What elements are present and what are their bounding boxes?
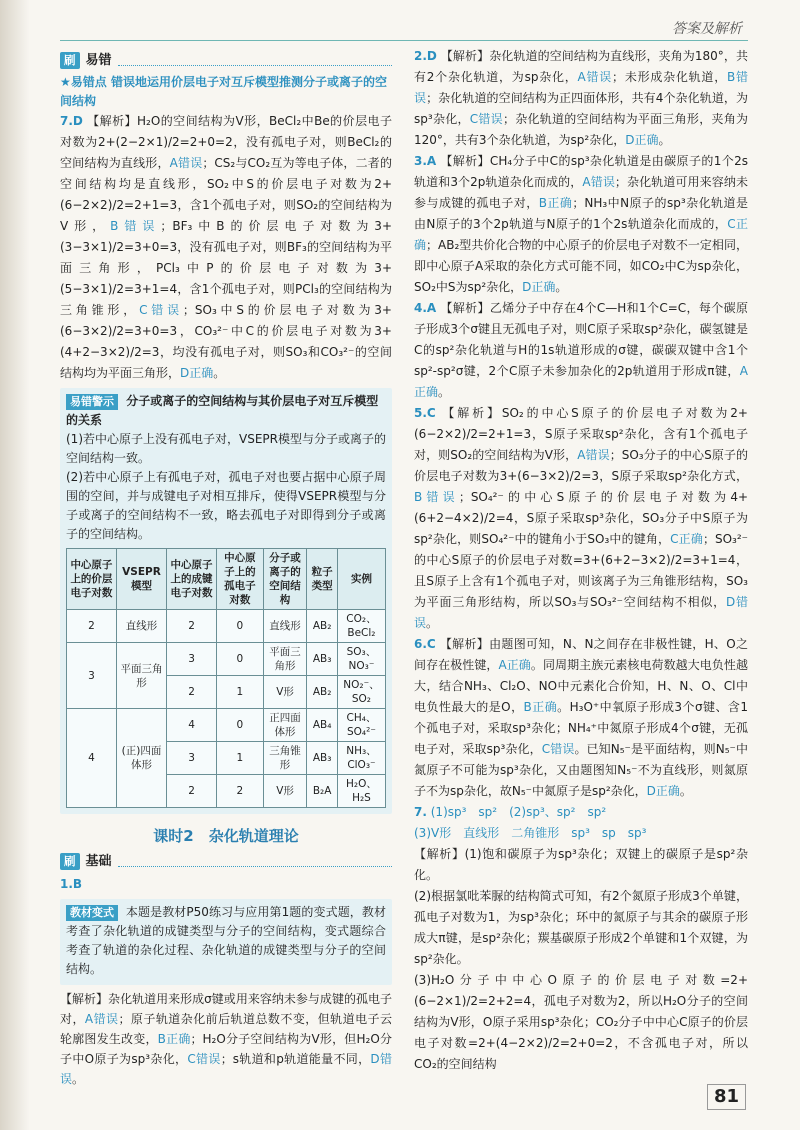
table-cell: 4 xyxy=(167,709,217,742)
answer-5-text: 【解析】SO₂的中心S原子的价层电子对数为2+(6−2×2)/2=2+1=3，S原子采取sp²杂化，含有1个孤电子对，则SO₂的空间结构为V形，A错误；SO₃分子的中心S原子的价层电子对数为3+(6−3×2)/2=3，S原子采取sp²杂化方式，B错误；SO₄²⁻的中心S原子的价层电子对数为4+(6+2−4×2)/2=4，S原子采取sp³杂化，SO₃分子中S原子为sp²杂化，则SO₄²⁻中的键角小于SO₃中的键角，C正确；SO₃²⁻的中心S原子的价层电子对数=3+(6+2−3×2)/2=3+1=4，且S原子上含有1个孤电子对，则该离子为三角锥形结构，SO₃为平面三角形结构，所以SO₃与SO₃²⁻空间结构不相似，D错误。 xyxy=(414,406,749,630)
table-cell: 2 xyxy=(167,676,217,709)
answer-6-text: 【解析】由题图可知，N、N之间存在非极性键，H、O之间存在极性键，A正确。同周期主族元素核电荷数越大电负性越大，结合NH₃、Cl₂O、NO中元素化合价知，H、N、O、Cl中电负性最大的是O，B正确。H₃O⁺中氧原子形成3个σ键、含1个孤电子对，采取sp³杂化；NH₄⁺中氮原子形成4个σ键，无孤电子对，采取sp³杂化，C错误。已知N₅⁻是平面结构，则N₅⁻中氮原子不可能为sp³杂化，又由题图知N₅⁻不为直线形，则氮原子不为sp杂化，故N₅⁻中氮原子是sp²杂化，D正确。 xyxy=(414,637,749,798)
right-column xyxy=(414,46,748,1075)
vsepr-table xyxy=(66,548,386,808)
table-cell: AB₂ xyxy=(307,610,338,643)
answer-1-number: 1.B xyxy=(60,877,83,891)
table-cell: 1 xyxy=(216,742,263,775)
table-cell: 3 xyxy=(67,643,117,709)
table-cell: V形 xyxy=(263,676,307,709)
answer-4 xyxy=(414,298,748,403)
answer-7-number: 7.D xyxy=(60,114,83,128)
answer-7-explain-2: (2)根据氯吡苯脲的结构简式可知，有2个氮原子形成3个单键，孤电子对数为1，为sp³杂化；环中的氮原子与其余的碳原子形成大π键，是sp²杂化；羰基碳原子形成2个单键和1个双键，为sp²杂化。 xyxy=(414,889,748,966)
table-header-row xyxy=(67,549,386,610)
table-cell: 0 xyxy=(216,643,263,676)
table-header: VSEPR模型 xyxy=(116,549,166,610)
answer-6-number: 6.C xyxy=(414,637,436,651)
answer-7-right xyxy=(414,802,748,823)
section-title: 易错 xyxy=(85,53,112,68)
table-header: 中心原子上的孤电子对数 xyxy=(216,549,263,610)
table-cell: 1 xyxy=(216,676,263,709)
header-rule xyxy=(60,40,748,41)
table-cell: 平面三角形 xyxy=(116,643,166,709)
table-cell: 3 xyxy=(167,643,217,676)
page-header-title: 答案及解析 xyxy=(672,21,742,37)
section-tag: 刷 xyxy=(60,52,80,69)
answer-7-line-2: (3)V形 直线形 二角锥形 sp³ sp sp³ xyxy=(414,826,647,840)
left-column xyxy=(60,46,392,1089)
answer-7-explain-1: 【解析】(1)饱和碳原子为sp³杂化；双键上的碳原子是sp²杂化。 xyxy=(414,847,748,882)
answer-4-text: 【解析】乙烯分子中存在4个C—H和1个C=C，每个碳原子形成3个σ键且无孤电子对，则C原子采取sp²杂化，碳氢键是C的sp²杂化轨道与H的1s轨道形成的σ键，碳碳双键中含1个sp²-sp²σ键，2个C原子未参加杂化的2p轨道用于形成π键，A正确。 xyxy=(414,301,748,399)
answer-6 xyxy=(414,634,748,802)
answer-2-number: 2.D xyxy=(414,49,437,63)
table-cell: 2 xyxy=(216,775,263,808)
warning-heading xyxy=(66,392,386,430)
page-number: 81 xyxy=(707,1084,746,1110)
variant-paragraph xyxy=(66,903,386,979)
answer-4-number: 4.A xyxy=(414,301,437,315)
section-title: 基础 xyxy=(85,854,112,869)
warning-title: 分子或离子的空间结构与其价层电子对互斥模型的关系 xyxy=(66,394,379,427)
variant-text: 本题是教材P50练习与应用第1题的变式题，教材考查了杂化轨道的成键类型与分子的空间结构，变式题综合考查了轨道的杂化过程、杂化轨道的成键类型与分子的空间结构。 xyxy=(66,905,386,976)
warning-box xyxy=(60,388,392,814)
answer-7-text: 【解析】H₂O的空间结构为V形，BeCl₂中Be的价层电子对数为2+(2−2×1)/2=2+0=2，没有孤电子对，则BeCl₂的空间结构为直线形，A错误；CS₂与CO₂互为等电子体，二者的空间结构均是直线形，SO₂中S的价层电子对数为2+(6−2×2)/2=2+1=3，含1个孤电子对，则SO₂的空间结构为V形，B错误；BF₃中B的价层电子对数为3+(3−3×1)/2=3+0=3，没有孤电子对，则BF₃的空间结构为平面三角形，PCl₃中P的价层电子对数为3+(5−3×1)/2=3+1=4，含1个孤电子对，则PCl₃的空间结构为三角锥形，C错误；SO₃中S的价层电子对数为3+(6−3×2)/2=3+0=3，CO₃²⁻中C的价层电子对数为3+(4+2−3×2)/2=3，均没有孤电子对，则SO₃和CO₃²⁻的空间结构均为平面三角形，D正确。 xyxy=(60,114,392,380)
answer-1 xyxy=(60,874,392,895)
answer-1-text: 【解析】杂化轨道用来形成σ键或用来容纳未参与成键的孤电子对，A错误；原子轨道杂化前后轨道总数不变，但轨道电子云轮廓图发生改变，B正确；H₂O分子空间结构为V形，但H₂O分子中O原子为sp³杂化，C错误；s轨道和p轨道能量不同，D错误。 xyxy=(60,992,392,1086)
warning-tag: 易错警示 xyxy=(66,394,118,410)
table-cell: 平面三角形 xyxy=(263,643,307,676)
lesson-title: 课时2 杂化轨道理论 xyxy=(153,827,299,845)
answer-7-right-number: 7. xyxy=(414,805,427,819)
section-heading-basics xyxy=(60,851,392,872)
table-row xyxy=(67,709,386,742)
answer-7-explain-3: (3)H₂O分子中中心O原子的价层电子对数=2+(6−2×1)/2=2+2=4，孤电子对数为2，所以H₂O分子的空间结构为V形，O原子采用sp³杂化；CO₂分子中中心C原子的价层电子对数=2+(4−2×2)/2=2+0=2，不含孤电子对，所以CO₂的空间结构 xyxy=(414,973,748,1071)
page-fold-shadow xyxy=(0,0,30,1130)
answer-7 xyxy=(60,111,392,384)
table-cell: (正)四面体形 xyxy=(116,709,166,808)
table-cell: B₂A xyxy=(307,775,338,808)
table-cell: 0 xyxy=(216,610,263,643)
table-cell: AB₂ xyxy=(307,676,338,709)
table-cell: 三角锥形 xyxy=(263,742,307,775)
table-cell: CO₂、BeCl₂ xyxy=(337,610,385,643)
table-cell: SO₃、NO₃⁻ xyxy=(337,643,385,676)
table-header: 分子或离子的空间结构 xyxy=(263,549,307,610)
table-header: 粒子类型 xyxy=(307,549,338,610)
variant-tag: 教材变式 xyxy=(66,905,118,921)
table-cell: 2 xyxy=(167,775,217,808)
answer-2-text: 【解析】杂化轨道的空间结构为直线形，夹角为180°，共有2个杂化轨道，为sp杂化，A错误；未形成杂化轨道，B错误；杂化轨道的空间结构为正四面体形，共有4个杂化轨道，为sp³杂化，C错误；杂化轨道的空间结构为平面三角形，夹角为120°，共有3个杂化轨道，为sp²杂化，D正确。 xyxy=(414,49,748,147)
error-point xyxy=(60,73,392,111)
table-cell: 直线形 xyxy=(263,610,307,643)
table-row xyxy=(67,643,386,676)
table-cell: AB₃ xyxy=(307,742,338,775)
answer-2 xyxy=(414,46,748,151)
error-point-text: 错误地运用价层电子对互斥模型推测分子或离子的空间结构 xyxy=(60,75,387,108)
warning-point-2: (2)若中心原子上有孤电子对，孤电子对也要占据中心原子周围的空间，并与成键电子对相互排斥，使得VSEPR模型与分子或离子的空间结构不一致，略去孤电子对即得到分子或离子的空间结构。 xyxy=(66,470,386,541)
answer-3-number: 3.A xyxy=(414,154,437,168)
error-point-label: ★易错点 xyxy=(60,75,107,89)
table-cell: AB₄ xyxy=(307,709,338,742)
answer-5-number: 5.C xyxy=(414,406,436,420)
answer-7-line-1: (1)sp³ sp² (2)sp³、sp² sp² xyxy=(430,805,607,819)
table-cell: V形 xyxy=(263,775,307,808)
answer-3-text: 【解析】CH₄分子中C的sp³杂化轨道是由碳原子的1个2s轨道和3个2p轨道杂化而成的，A错误；杂化轨道可用来容纳未参与成键的孤电子对，B正确；NH₃中N原子的sp³杂化轨道是由N原子的3个2p轨道与N原子的1个2s轨道杂化而成的，C正确；AB₂型共价化合物的中心原子的价层电子对数不一定相同，即中心原子A采取的杂化方式可能不同，如CO₂中C为sp杂化，SO₂中S为sp²杂化，D正确。 xyxy=(414,154,748,294)
table-header: 实例 xyxy=(337,549,385,610)
dotted-rule xyxy=(118,866,392,867)
table-cell: NO₂⁻、SO₂ xyxy=(337,676,385,709)
section-tag: 刷 xyxy=(60,853,80,870)
table-cell: NH₃、ClO₃⁻ xyxy=(337,742,385,775)
dotted-rule xyxy=(118,65,392,66)
section-heading-errors xyxy=(60,50,392,71)
table-cell: 2 xyxy=(167,610,217,643)
answer-5 xyxy=(414,403,748,634)
table-header: 中心原子上的价层电子对数 xyxy=(67,549,117,610)
table-cell: 2 xyxy=(67,610,117,643)
warning-point-1: (1)若中心原子上没有孤电子对，VSEPR模型与分子或离子的空间结构一致。 xyxy=(66,432,386,465)
table-cell: 3 xyxy=(167,742,217,775)
table-cell: H₂O、H₂S xyxy=(337,775,385,808)
table-cell: CH₄、SO₄²⁻ xyxy=(337,709,385,742)
textbook-variant-box xyxy=(60,899,392,985)
answer-3 xyxy=(414,151,748,298)
table-cell: 4 xyxy=(67,709,117,808)
table-cell: AB₃ xyxy=(307,643,338,676)
table-cell: 0 xyxy=(216,709,263,742)
table-header: 中心原子上的成键电子对数 xyxy=(167,549,217,610)
table-row xyxy=(67,610,386,643)
table-cell: 正四面体形 xyxy=(263,709,307,742)
table-cell: 直线形 xyxy=(116,610,166,643)
